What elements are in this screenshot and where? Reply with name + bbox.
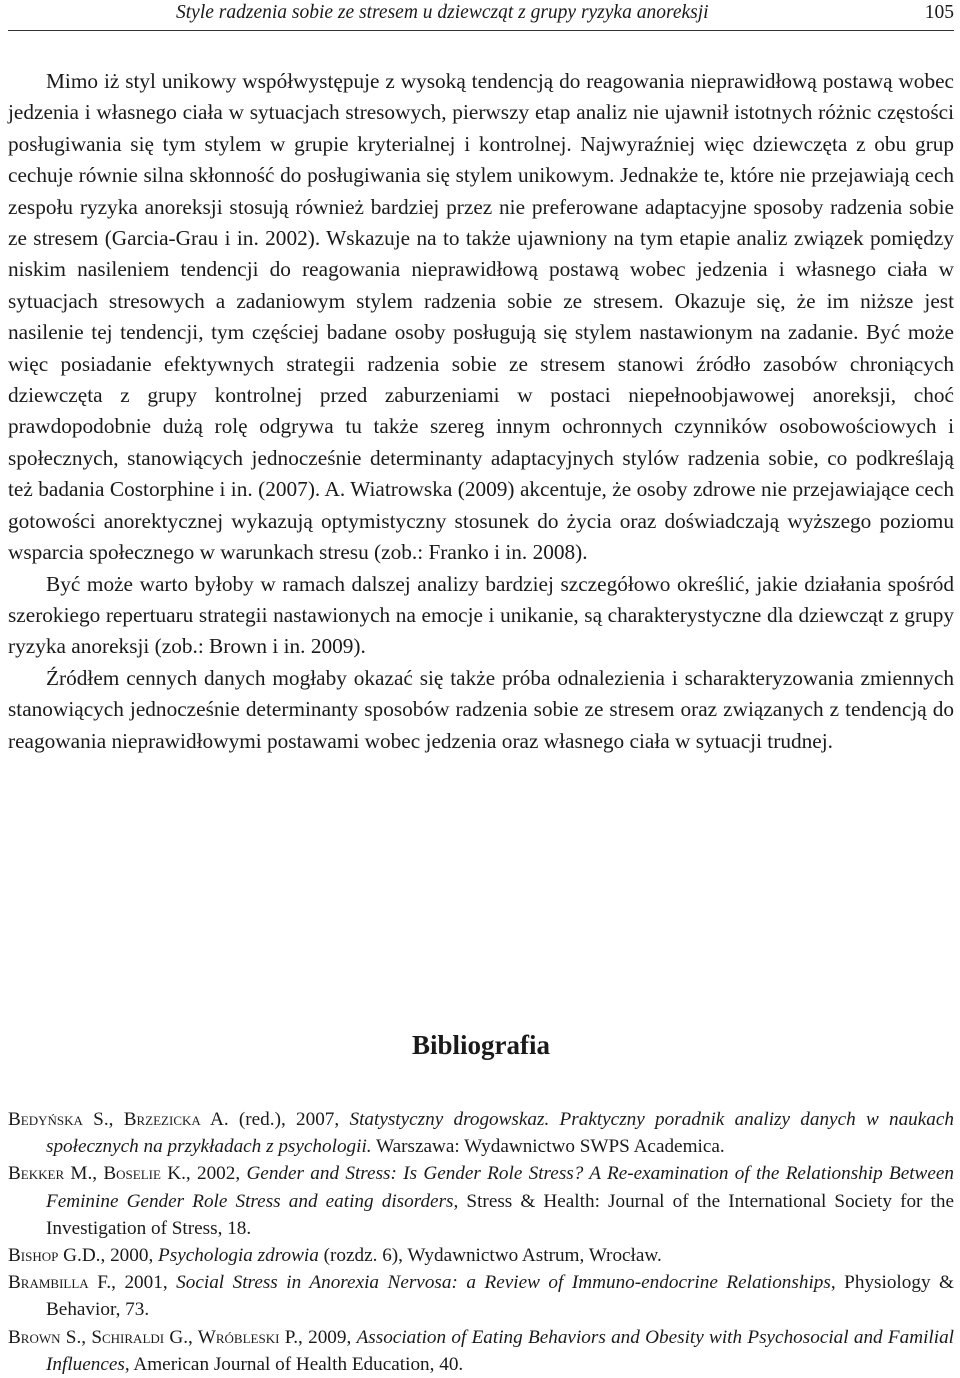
body-text (8, 66, 954, 757)
bibliography-entry (8, 1106, 954, 1160)
bibliography-entry (8, 1242, 954, 1269)
running-title: Style radzenia sobie ze stresem u dziewcząt z grupy ryzyka anoreksji (176, 2, 709, 23)
entry-title: Social Stress in Anorexia Nervosa: a Review of Immuno-endocrine Relationships (176, 1272, 831, 1294)
entry-source: Warszawa: Wydawnictwo SWPS Academica. (371, 1136, 725, 1158)
bibliography-list (8, 1106, 954, 1378)
entry-details: , 2009, (298, 1326, 357, 1348)
entry-details: , 2001, (111, 1272, 177, 1294)
bibliography-heading: Bibliografia (411, 1030, 550, 1060)
paragraph: Źródłem cennych danych mogłaby okazać się także próba odnalezienia i scharakteryzowania zmiennych stanowiących jednocześnie determinanty sposobów radzenia sobie ze stresem oraz związanych z tendencją do reagowania nieprawidłowymi postawami wobec jedzenia oraz własnego ciała w sytuacji trudnej. (8, 665, 954, 753)
entry-title: Association of Eating Behaviors and Obesity with Psychosocial and Familial Influences (46, 1326, 955, 1375)
paragraph: Mimo iż styl unikowy współwystępuje z wysoką tendencją do reagowania nieprawidłową postawą wobec jedzenia i własnego ciała w sytuacjach stresowych, pierwszy etap analiz nie ujawnił istotnych różnic częstości posługiwania się tym stylem w grupie kryterialnej i kontrolnej. Najwyraźniej więc dziewczęta z obu grup cechuje równie silna skłonność do posługiwania się stylem unikowym. Jednakże te, które nie przejawiają cech zespołu ryzyka anoreksji stosują również bardziej przez nie preferowane adaptacyjne sposoby radzenia sobie ze stresem (Garcia-Grau i in. 2002). Wskazuje na to także ujawniony na tym etapie analiz związek pomiędzy niskim nasileniem tendencji do reagowania nieprawidłową postawą wobec jedzenia i własnego ciała w sytuacjach stresowych a zadaniowym stylem radzenia sobie ze stresem. Okazuje się, że im niższe jest nasilenie tej tendencji, tym częściej badane osoby posługują się stylem nastawionym na zadanie. Być może więc posiadanie efektywnych strategii radzenia sobie ze stresem stanowi źródło zasobów chroniących dziewczęta z grupy kontrolnej przed zaburzeniami w postaci niepełnoobjawowej anoreksji, choć prawdopodobnie dużą rolę odgrywa tu także szereg innym ochronnych czynników osobowościowych i społecznych, stanowiących jednocześnie determinanty adaptacyjnych stylów radzenia sobie, co podkreślają też badania Costorphine i in. (2007). A. Wiatrowska (2009) akcentuje, że osoby zdrowe nie przejawiające cech gotowości anorektycznej wykazują optymistyczny stosunek do życia oraz doświadczają wyższego poziomu wsparcia społecznego w warunkach stresu (zob.: Franko i in. 2008). (8, 69, 954, 565)
entry-authors: Brambilla F. (8, 1272, 112, 1294)
entry-authors: Brown S., Schiraldi G., Wróbleski P. (8, 1326, 299, 1348)
entry-title: Gender and Stress: Is Gender Role Stress? A Re-examination of the Relationship Between Feminine Gender Role Stress and eating disorders (46, 1163, 954, 1212)
paragraph: Być może warto byłoby w ramach dalszej analizy bardziej szczegółowo określić, jakie działania spośród szerokiego repertuaru strategii nastawionych na emocje i unikanie, są charakterystyczne dla dziewcząt z grupy ryzyka anoreksji (zob.: Brown i in. 2009). (8, 571, 954, 659)
entry-source: , Physiology & Behavior, 73. (46, 1272, 954, 1321)
bibliography-entry (8, 1269, 954, 1323)
entry-authors: Bedyńska S., Brzezicka A. (8, 1109, 229, 1130)
running-header (8, 2, 954, 32)
page-number: 105 (924, 2, 954, 23)
entry-title: Psychologia zdrowia (158, 1245, 319, 1267)
bibliography-entry (8, 1160, 954, 1242)
entry-authors: Bishop G.D. (8, 1245, 101, 1267)
header-rule (8, 30, 954, 31)
entry-title: Statystyczny drogowskaz. Praktyczny poradnik analizy danych w naukach społecznych na przykładach z psychologii. (46, 1109, 954, 1158)
entry-source: (rozdz. 6), Wydawnictwo Astrum, Wrocław. (318, 1245, 662, 1267)
entry-details: , 2000, (100, 1245, 159, 1267)
entry-source: , American Journal of Health Education, 40. (124, 1353, 464, 1375)
entry-authors: Bekker M., Boselie K. (8, 1163, 186, 1185)
entry-source: , Stress & Health: Journal of the International Society for the Investigation of Stress, 18. (46, 1190, 955, 1239)
entry-details: (red.), 2007, (228, 1109, 350, 1130)
bibliography-entry (8, 1324, 954, 1378)
entry-details: , 2002, (185, 1163, 247, 1185)
